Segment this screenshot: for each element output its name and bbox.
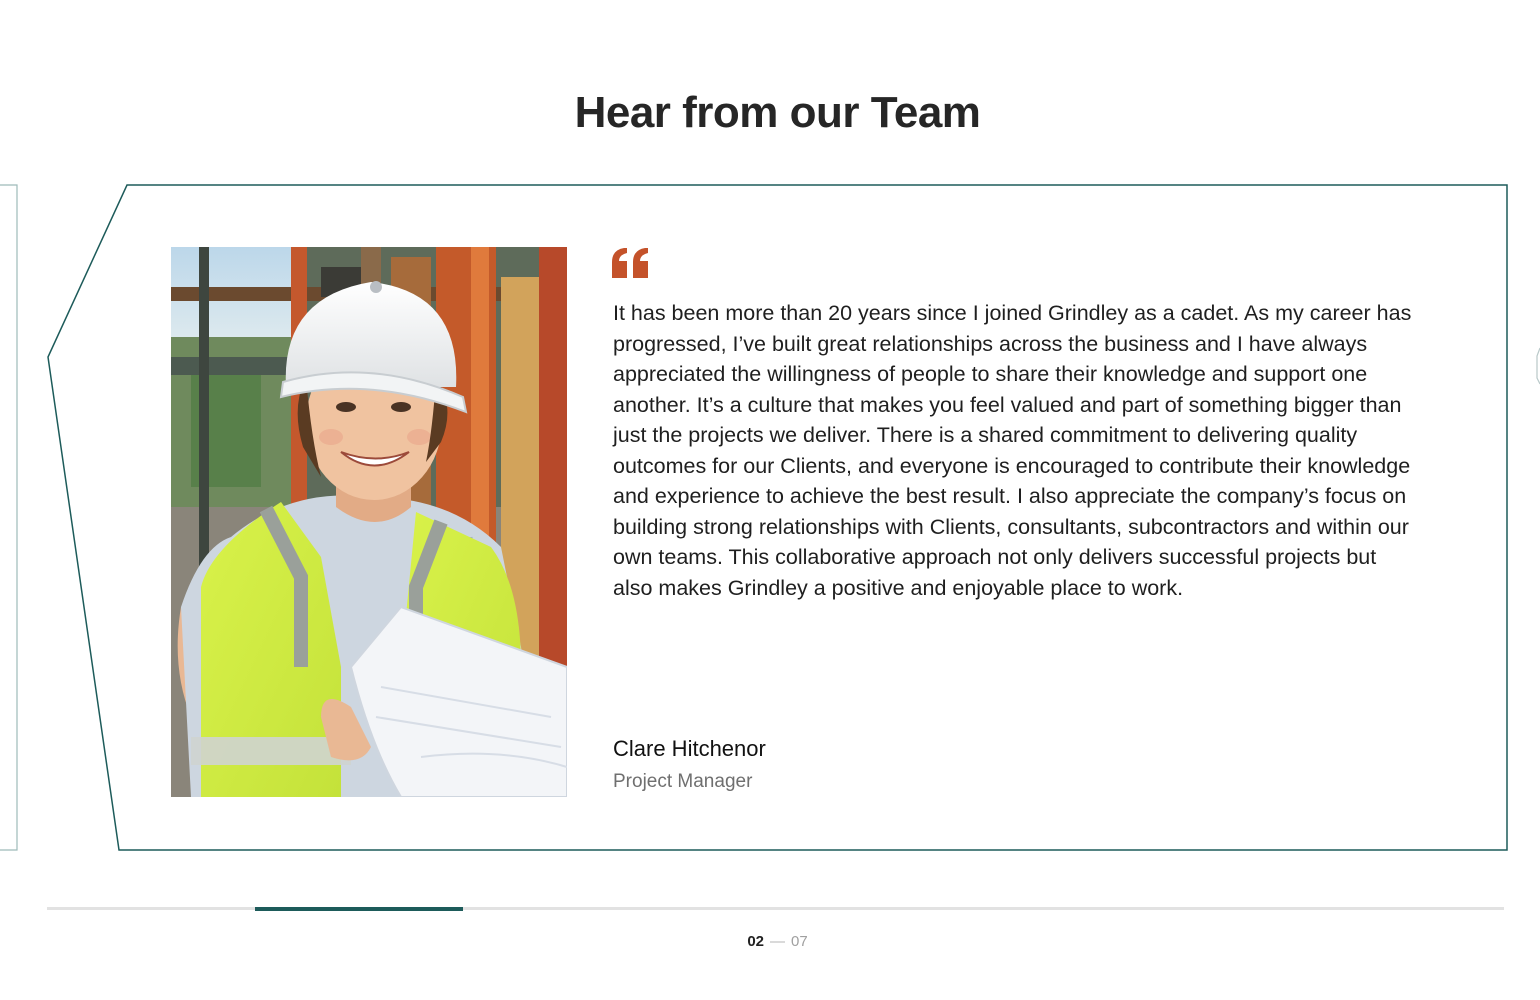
previous-card-edge bbox=[0, 185, 17, 850]
quote-mark-icon bbox=[612, 248, 650, 278]
total-slide-count: 07 bbox=[791, 933, 808, 950]
team-member-photo bbox=[171, 247, 567, 797]
team-member-name: Clare Hitchenor bbox=[613, 736, 766, 761]
slide-counter bbox=[0, 932, 1540, 952]
slider-progress-fill bbox=[255, 907, 463, 911]
testimonial-quote: It has been more than 20 years since I joined Grindley as a cadet. As my career has progressed, I’ve built great relationships across the business and I have always appreciated the willingness of people to share their knowledge and support one another. It’s a culture that makes you feel valued and part of something bigger than just the projects we deliver. There is a shared commitment to delivering quality outcomes for our Clients, and everyone is encouraged to contribute their knowledge and experience to achieve the best result. I also appreciate the company’s focus on building strong relationships with Clients, consultants, subcontractors and within our own teams. This collaborative approach not only delivers successful projects but also makes Grindley a positive and enjoyable place to work. bbox=[613, 301, 1412, 600]
slider-progress-track[interactable] bbox=[47, 907, 1504, 910]
slide-counter-separator: — bbox=[770, 933, 785, 950]
team-member-role: Project Manager bbox=[613, 771, 753, 792]
section-title: Hear from our Team bbox=[574, 88, 981, 137]
current-slide-number: 02 bbox=[747, 933, 764, 950]
construction-worker-illustration bbox=[171, 247, 567, 797]
